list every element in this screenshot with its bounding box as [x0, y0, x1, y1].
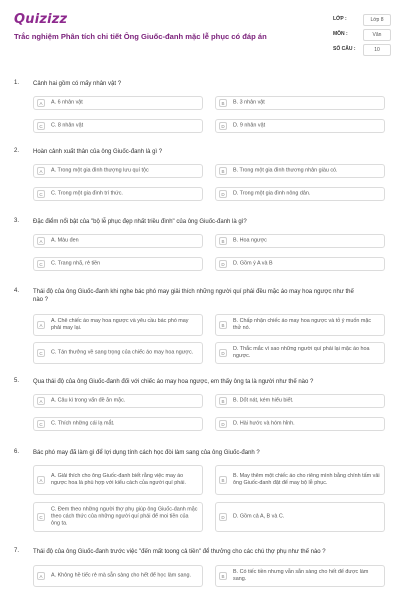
- quizizz-logo: Quizizz: [14, 12, 68, 27]
- meta-label-grade: LỚP :: [333, 16, 347, 22]
- option-d[interactable]: [215, 119, 385, 133]
- option-c[interactable]: [33, 257, 203, 271]
- option-letter: D: [219, 190, 227, 198]
- option-b[interactable]: [215, 96, 385, 110]
- meta-label-count: SỐ CÂU :: [333, 46, 356, 52]
- question-text: Đặc điểm nổi bật của "bộ lễ phục đẹp nhất triều đình" của ông Giuốc-đanh là gì?: [33, 219, 247, 225]
- option-letter: B: [219, 476, 227, 484]
- option-letter: C: [37, 190, 45, 198]
- option-text: C. Đem theo những người thợ phụ giúp ông Giuốc-đanh mặc theo cách thức của những người quí phái để moi tiền của ông ta.: [51, 506, 198, 527]
- option-letter: C: [37, 260, 45, 268]
- option-text: C. 8 nhân vật: [51, 122, 84, 129]
- option-letter: A: [37, 572, 45, 580]
- option-a[interactable]: [33, 96, 203, 110]
- option-d[interactable]: [215, 342, 385, 364]
- option-letter: D: [219, 122, 227, 130]
- option-letter: B: [219, 572, 227, 580]
- option-a[interactable]: [33, 164, 203, 178]
- option-letter: B: [219, 237, 227, 245]
- question-number: 2.: [14, 148, 20, 154]
- option-text: D. Gồm cả A, B và C.: [233, 513, 285, 520]
- option-letter: B: [219, 167, 227, 175]
- question-text: Thái độ của ông Giuốc-đanh khi nghe bác phó may giải thích những người quí phái đều mặc áo may hoa ngược như thế nào ?: [33, 289, 354, 303]
- option-text: A. Màu đen: [51, 237, 79, 244]
- option-b[interactable]: [215, 565, 385, 587]
- option-d[interactable]: [215, 187, 385, 201]
- option-a[interactable]: [33, 465, 203, 495]
- option-letter: A: [37, 167, 45, 175]
- option-text: B. Có tiếc tiền nhưng vẫn sẵn sàng cho hết để được làm sang.: [233, 569, 369, 582]
- option-letter: D: [219, 260, 227, 268]
- option-text: B. Chấp nhận chiếc áo may hoa ngược và tỏ ý muốn mặc thử nó.: [233, 318, 372, 331]
- question-number: 4.: [14, 288, 20, 294]
- option-letter: D: [219, 513, 227, 521]
- option-letter: B: [219, 321, 227, 329]
- option-text: B. Hoa ngược: [233, 237, 267, 244]
- option-text: C. Tán thưởng về sang trọng của chiếc áo may hoa ngược.: [51, 349, 194, 356]
- option-text: D. Hài hước và hóm hỉnh.: [233, 420, 295, 427]
- option-c[interactable]: [33, 417, 203, 431]
- option-a[interactable]: [33, 314, 203, 336]
- option-text: D. 9 nhân vật: [233, 122, 266, 129]
- option-text: A. 6 nhân vật: [51, 99, 83, 106]
- option-text: C. Trang nhã, rẻ tiền: [51, 260, 101, 267]
- option-letter: B: [219, 99, 227, 107]
- option-b[interactable]: [215, 314, 385, 336]
- option-letter: C: [37, 349, 45, 357]
- option-d[interactable]: [215, 502, 385, 532]
- question-number: 5.: [14, 378, 20, 384]
- option-a[interactable]: [33, 234, 203, 248]
- option-text: D. Thắc mắc vì sao những người quí phái lại mặc áo hoa ngược.: [233, 346, 370, 359]
- option-c[interactable]: [33, 119, 203, 133]
- option-text: B. Trong một gia đình thương nhân giàu có.: [233, 167, 338, 174]
- option-text: B. Dốt nát, kém hiểu biết.: [233, 397, 294, 404]
- option-c[interactable]: [33, 187, 203, 201]
- option-text: D. Trong một gia đình nông dân.: [233, 190, 311, 197]
- question-number: 3.: [14, 218, 20, 224]
- option-text: B. May thêm một chiếc áo cho riêng mình bằng chính tấm vải ông Giuốc-đanh đặt để may bộ lễ phục.: [233, 473, 380, 486]
- option-letter: C: [37, 420, 45, 428]
- option-text: A. Trong một gia đình thượng lưu quí tộc: [51, 167, 149, 174]
- option-text: C. Trong một gia đình trí thức.: [51, 190, 123, 197]
- option-letter: D: [219, 349, 227, 357]
- meta-value-grade: Lớp 8: [363, 14, 391, 26]
- option-text: A. Chê chiếc áo may hoa ngược và yêu cầu bác phó may phải may lại.: [51, 318, 189, 331]
- option-a[interactable]: [33, 565, 203, 587]
- option-b[interactable]: [215, 164, 385, 178]
- option-letter: C: [37, 513, 45, 521]
- option-letter: A: [37, 237, 45, 245]
- question-text: Cảnh hai gồm có mấy nhân vật ?: [33, 81, 122, 87]
- option-letter: D: [219, 420, 227, 428]
- option-text: A. Câu kì trong vấn đề ăn mặc.: [51, 397, 126, 404]
- option-letter: C: [37, 122, 45, 130]
- meta-row-grade: [333, 14, 393, 29]
- option-text: A. Giải thích cho ông Giuốc-đanh biết rằng việc may áo ngược hoa là phù hợp với kiểu cách của người quí phái.: [51, 473, 186, 486]
- option-text: A. Không hề tiếc rẻ mà sẵn sàng cho hết để học làm sang.: [51, 572, 191, 579]
- question-text: Qua thái độ của ông Giuốc-đanh đối với chiếc áo may hoa ngược, em thấy ông ta là người như thế nào ?: [33, 379, 314, 385]
- question-text: Hoàn cảnh xuất thân của ông Giuốc-đanh là gì ?: [33, 149, 163, 155]
- option-b[interactable]: [215, 234, 385, 248]
- option-text: C. Thích những cái lạ mắt.: [51, 420, 115, 427]
- option-letter: A: [37, 397, 45, 405]
- option-letter: A: [37, 321, 45, 329]
- question-number: 6.: [14, 449, 20, 455]
- option-d[interactable]: [215, 257, 385, 271]
- option-c[interactable]: [33, 502, 203, 532]
- page-title: Trắc nghiệm Phân tích chi tiết Ông Giuốc-đanh mặc lễ phục có đáp án: [14, 32, 267, 41]
- option-letter: B: [219, 397, 227, 405]
- option-b[interactable]: [215, 394, 385, 408]
- option-letter: A: [37, 99, 45, 107]
- option-a[interactable]: [33, 394, 203, 408]
- meta-label-subject: MÔN :: [333, 31, 348, 37]
- meta-value-subject: Văn: [363, 29, 391, 41]
- option-d[interactable]: [215, 417, 385, 431]
- option-c[interactable]: [33, 342, 203, 364]
- document-header: [0, 0, 400, 64]
- meta-row-subject: [333, 29, 393, 44]
- meta-info: [333, 14, 393, 59]
- option-text: B. 3 nhân vật: [233, 99, 265, 106]
- option-text: D. Gồm ý A và B: [233, 260, 273, 267]
- option-letter: A: [37, 476, 45, 484]
- meta-value-count: 10: [363, 44, 391, 56]
- option-b[interactable]: [215, 465, 385, 495]
- question-text: Thái độ của ông Giuốc-đanh trước việc "đến mất toong cả tiền" để thưởng cho các chú thợ phụ như thế nào ?: [33, 549, 326, 555]
- meta-row-count: [333, 44, 393, 59]
- question-number: 7.: [14, 548, 20, 554]
- question-text: Bác phó may đã làm gì để lợi dụng tính cách học đòi làm sang của ông Giuốc-đanh ?: [33, 450, 260, 456]
- question-number: 1.: [14, 80, 20, 86]
